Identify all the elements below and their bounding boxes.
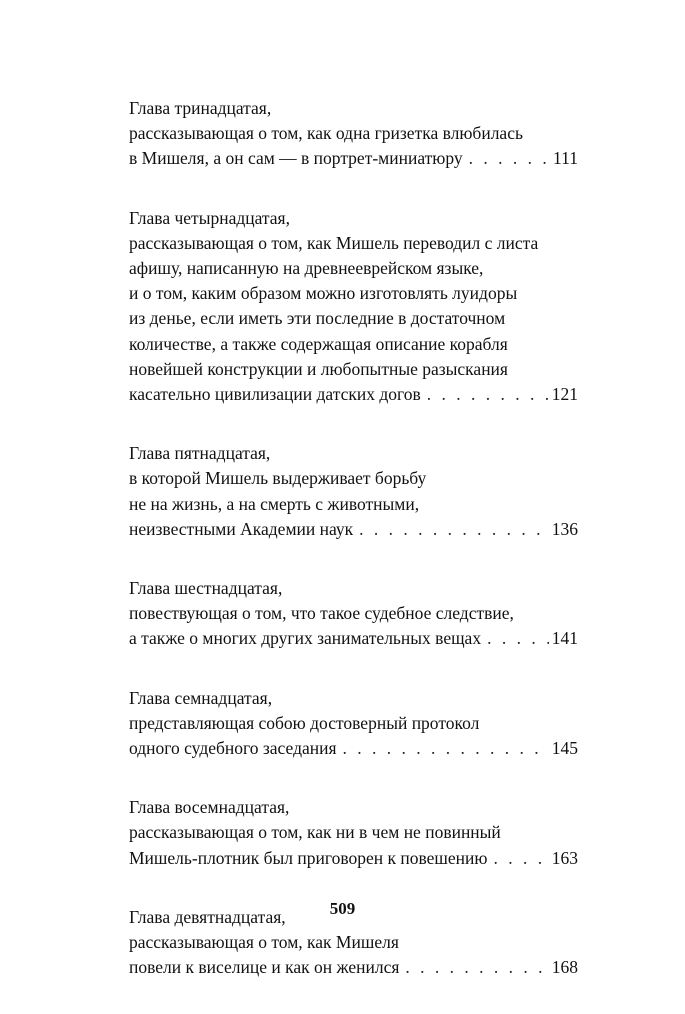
chapter-last-line (129, 846, 578, 871)
chapter-description-line: в Мишеля, а он сам — в портрет-миниатюру (129, 148, 463, 169)
chapter-last-line (129, 517, 578, 542)
chapter-description-line: рассказывающая о том, как Мишеля (129, 932, 399, 953)
chapter-last-line (129, 955, 578, 980)
chapter-description-line: а также о многих других занимательных вещах (129, 628, 482, 649)
chapter-description-line: новейшей конструкции и любопытные разыскания (129, 358, 508, 379)
chapter-title: Глава четырнадцатая, (129, 207, 290, 228)
chapter-last-line (129, 146, 578, 171)
chapter-title: Глава девятнадцатая, (129, 906, 286, 927)
chapter-description-line: рассказывающая о том, как ни в чем не повинный (129, 822, 501, 843)
toc-entry (129, 576, 578, 652)
dot-leader (469, 146, 550, 171)
chapter-description-line: количестве, а также содержащая описание корабля (129, 333, 508, 354)
page-folio-number: 509 (329, 899, 356, 918)
chapter-description-line: из денье, если иметь эти последние в достаточном (129, 308, 506, 329)
chapter-description-line: рассказывающая о том, как одна гризетка влюбилась (129, 123, 523, 144)
page-number: 141 (551, 628, 578, 649)
chapter-description-line: рассказывающая о том, как Мишель переводил с листа (129, 232, 539, 253)
chapter-title: Глава тринадцатая, (129, 98, 272, 118)
chapter-description-line: повествующая о том, что такое судебное следствие, (129, 603, 514, 624)
chapter-description-line: и о том, каким образом можно изготовлять луидоры (129, 283, 518, 304)
dot-leader (487, 626, 549, 651)
dot-leader (427, 382, 549, 407)
chapter-description-line: не на жизнь, а на смерть с животными, (129, 493, 420, 514)
chapter-description-line: повели к виселице и как он женился (129, 957, 400, 978)
chapter-title: Глава семнадцатая, (129, 687, 273, 708)
toc-entry (129, 686, 578, 762)
page-number: 163 (551, 847, 578, 868)
page-number: 168 (551, 957, 578, 978)
chapter-last-line (129, 626, 578, 651)
page-number: 111 (553, 148, 578, 169)
chapter-title: Глава восемнадцатая, (129, 797, 290, 818)
chapter-title: Глава шестнадцатая, (129, 578, 283, 599)
dot-leader (405, 955, 548, 980)
chapter-title: Глава пятнадцатая, (129, 443, 271, 464)
chapter-description-line: афишу, написанную на древнееврейском языке, (129, 258, 484, 279)
dot-leader (343, 736, 549, 761)
dot-leader (359, 517, 549, 542)
page-number: 136 (551, 518, 578, 539)
chapter-description-line: в которой Мишель выдерживает борьбу (129, 468, 427, 489)
toc-entry (129, 441, 578, 542)
chapter-description-line: представляющая собою достоверный протокол (129, 712, 480, 733)
chapter-description-line: касательно цивилизации датских догов (129, 384, 421, 405)
toc-entry (129, 96, 578, 172)
chapter-description-line: Мишель-плотник был приговорен к повешению (129, 847, 488, 868)
chapter-last-line (129, 736, 578, 761)
dot-leader (493, 846, 548, 871)
toc-entry (129, 795, 578, 871)
page-number: 121 (551, 384, 578, 405)
chapter-last-line (129, 382, 578, 407)
table-of-contents (129, 96, 578, 1014)
page-number: 145 (551, 738, 578, 759)
chapter-description-line: одного судебного заседания (129, 738, 337, 759)
chapter-description-line: неизвестными Академии наук (129, 518, 354, 539)
toc-entry (129, 206, 578, 408)
